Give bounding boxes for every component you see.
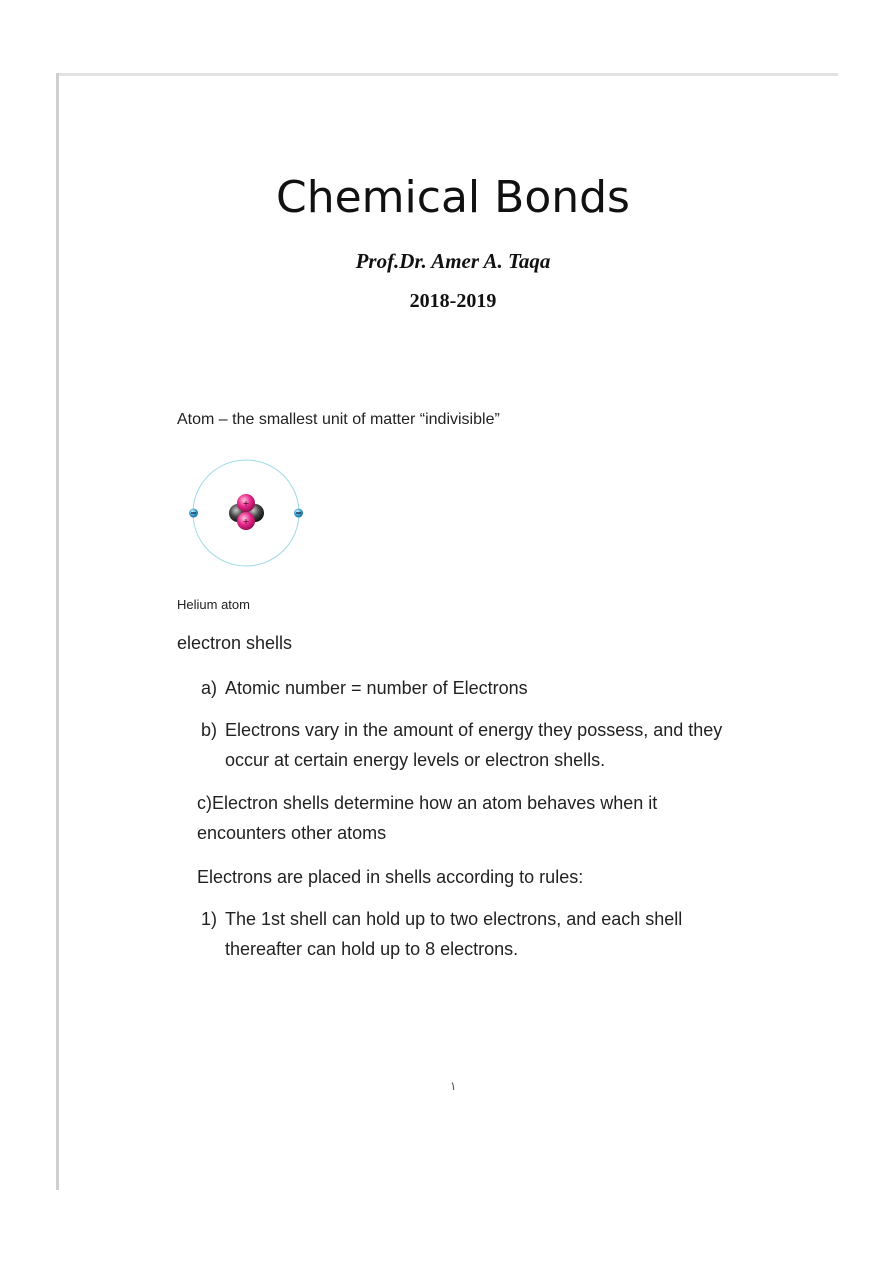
document-title: Chemical Bonds [276,172,630,223]
nucleus [229,494,264,530]
list-text: Electrons vary in the amount of energy they possess, and they occur at certain energy levels or electron shells. [225,720,723,770]
list-marker: a) [201,678,218,698]
list-text: Atomic number = number of Electrons [225,678,528,698]
academic-year: 2018-2019 [409,290,497,312]
electron [189,509,198,518]
rules-intro: Electrons are placed in shells according to rules: [197,867,584,887]
page-edge-left [56,73,59,1190]
figure-caption: Helium atom [177,597,250,612]
helium-atom-diagram [186,456,306,570]
svg-text:+: + [242,499,250,508]
paragraph-c: c)Electron shells determine how an atom behaves when it encounters other atoms [197,793,658,843]
author-name: Prof.Dr. Amer A. Taqa [355,249,551,273]
list-marker: b) [201,720,218,740]
atom-definition: Atom – the smallest unit of matter “indivisible” [177,411,500,428]
svg-text:+: + [242,517,250,526]
list-marker: 1) [201,909,218,929]
list-text: The 1st shell can hold up to two electrons, and each shell thereafter can hold up to 8 electrons. [225,909,683,959]
list-item-a [201,673,741,703]
page-number: ١ [450,1079,457,1093]
list-item-1 [201,904,741,964]
electron [294,509,303,518]
page-edge-top [56,73,838,76]
list-item-b [201,715,741,775]
section-heading: electron shells [177,633,293,653]
